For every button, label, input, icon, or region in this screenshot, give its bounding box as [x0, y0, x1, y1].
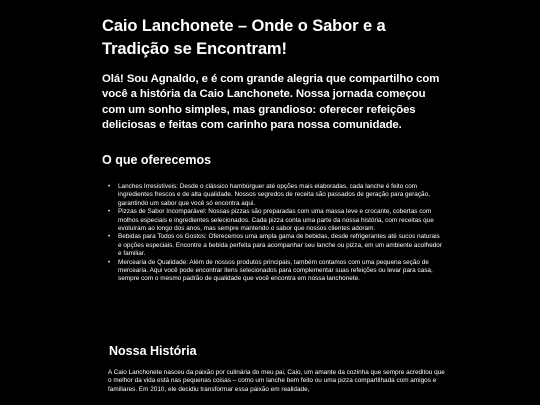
- bullet-icon: •: [108, 209, 111, 216]
- offers-heading: O que oferecemos: [102, 153, 212, 167]
- bullet-icon: •: [108, 259, 111, 266]
- list-item-text: Pizzas de Sabor Incomparável: Nossas pizzas são preparadas com uma massa leve e crocante, cobertas com molhos especiais e ingredientes selecionados. Cada pizza conta uma parte da nossa história, com receitas que evoluíram ao longo dos anos, mas sempre mantendo o sabor que nossos clientes adoram.: [118, 208, 434, 233]
- list-item-text: Lanches Irresistíveis: Desde o clássico hambúrguer até opções mais elaboradas, cada lanche é feito com ingredientes frescos e de alta qualidade. Nossos segredos de receita são passados de geração para geração, garantindo um sabor que você só encontra aqui.: [118, 183, 430, 207]
- history-heading: Nossa História: [109, 344, 197, 358]
- list-item: [108, 259, 444, 284]
- offers-list: [108, 183, 444, 284]
- list-item-text: Bebidas para Todos os Gostos: Oferecemos uma ampla gama de bebidas, desde refrigerantes até sucos naturais e opções especiais. Encontre a bebida perfeita para acompanhar seu lanche ou pizza, em um ambiente acolhedor e familiar.: [118, 233, 442, 258]
- list-item: [108, 183, 444, 208]
- intro-paragraph: Olá! Sou Agnaldo, e é com grande alegria que compartilho com você a história da Caio Lanchonete. Nossa jornada começou com um sonho simples, mas grandioso: oferecer refeições deliciosas e feitas com carinho para nossa comunidade.: [102, 73, 440, 131]
- bullet-icon: •: [108, 184, 111, 190]
- list-item-text: Mercearia de Qualidade: Além de nossos produtos principais, também contamos com uma pequena seção de mercearia. Aqui você pode encontrar itens selecionados para complementar suas refeições ou levar para casa, sempre com o mesmo padrão de qualidade que você encontra em nossa lanchonete.: [118, 258, 433, 283]
- list-item: [108, 208, 444, 233]
- page-title: Caio Lanchonete – Onde o Sabor e a Tradição se Encontram!: [102, 17, 386, 58]
- history-paragraph: A Caio Lanchonete nasceu da paixão por culinária do meu pai, Caio, um amante da cozinha que sempre acreditou que o melhor da vida está nas pequenas coisas – como um lanche bem feito ou uma pizza compartilhada com amigos e familiares. Em 2010, ele decidiu transformar essa paixão em realidade,: [108, 369, 445, 393]
- list-item: [108, 233, 444, 258]
- bullet-icon: •: [108, 234, 111, 241]
